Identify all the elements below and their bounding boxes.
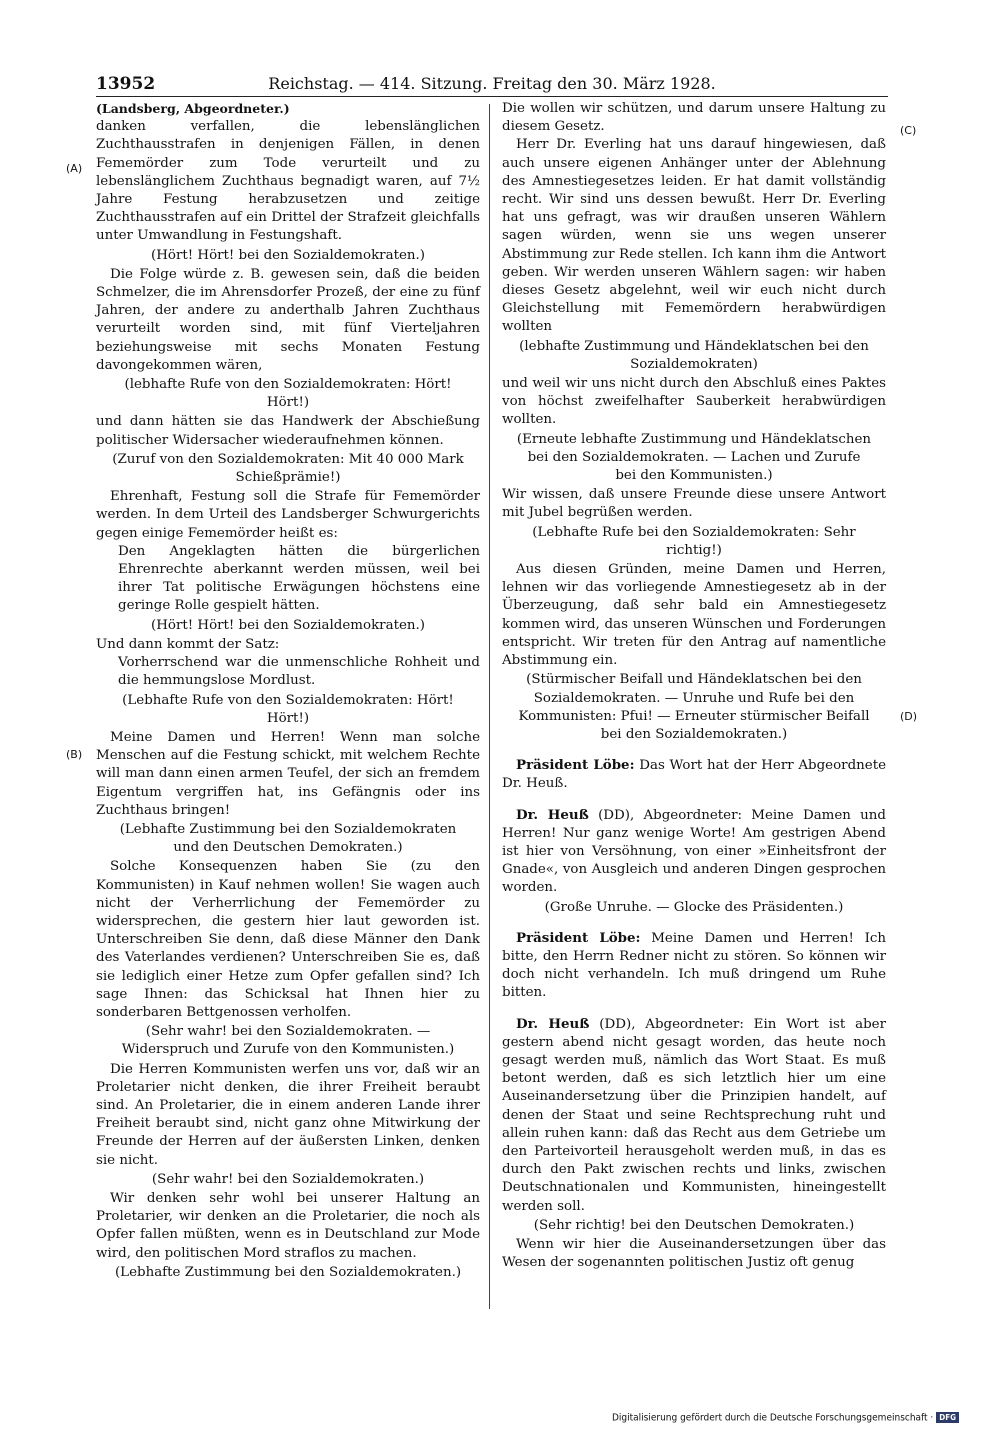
speaker-name: Präsident Löbe: — [516, 929, 641, 946]
header-rule — [96, 96, 888, 97]
speech-text: Das Wort hat der Herr Abgeordnete Dr. Heuß. — [502, 758, 886, 792]
speech — [502, 1015, 886, 1216]
margin-mark-d: (D) — [900, 710, 918, 723]
interjection: (Lebhafte Rufe von den Sozialdemokraten: Hört! Hört!) — [122, 692, 454, 726]
speech — [502, 756, 886, 793]
interjection: (Lebhafte Rufe bei den Sozialdemokraten: Sehr richtig!) — [532, 524, 856, 558]
paragraph: Die Herren Kommunisten werfen uns vor, daß wir an Proletarier nicht denken, die ihrer Freiheit beraubt sind. An Proletarier, die in einem anderen Lande ihrer Freiheit beraubt sind, nicht ganz ohne Mitwirkung der Freunde der Herren auf der äußersten Linken, denken sie nicht. — [96, 1061, 480, 1168]
quotation: Den Angeklagten hätten die bürgerlichen Ehrenrechte aberkannt werden müssen, weil bei ihrer Tat politische Erwägungen höchstens eine geringe Rolle gespielt hätten. — [118, 543, 480, 614]
interjection: (Hört! Hört! bei den Sozialdemokraten.) — [151, 247, 425, 263]
digitization-credit — [612, 1412, 968, 1426]
paragraph: Wir denken sehr wohl bei unserer Haltung an Proletarier, wir denken an die Proletarier, die noch als Opfer fallen müßten, wenn es in Deutschland zur Mode wird, den politischen Mord straflos zu machen. — [96, 1190, 480, 1261]
interjection: (Sehr richtig! bei den Deutschen Demokraten.) — [533, 1217, 855, 1233]
interjection: (lebhafte Rufe von den Sozialdemokraten: Hört! Hört!) — [124, 377, 452, 411]
paragraph: Meine Damen und Herren! Wenn man solche Menschen auf die Festung schickt, mit welchem Rechte will man dann einen armen Teufel, der sich an fremdem Eigentum vergriffen hat, ins Gefängnis oder ins Zuchthaus bringen! — [96, 729, 480, 818]
paragraph: Wir wissen, daß unsere Freunde diese unsere Antwort mit Jubel begrüßen werden. — [502, 487, 886, 521]
running-title: Reichstag. — 414. Sitzung. Freitag den 30. März 1928. — [268, 74, 716, 93]
paragraph: Wenn wir hier die Auseinandersetzungen über das Wesen der sogenannten politischen Justiz oft genug — [502, 1236, 886, 1271]
margin-mark-a: (A) — [66, 162, 83, 175]
paragraph: Solche Konsequenzen haben Sie (zu den Kommunisten) in Kauf nehmen wollen! Sie wagen auch nicht der Verherrlichung der Fememörder zu widersprechen, die gestern hier laut geworden ist. Unterschreiben Sie denn, daß diese Männer den Dank des Vaterlandes verdienen? Unterschreiben Sie es, daß sie lediglich einer Hetze zum Opfer gefallen sind? Ich sage Ihnen: das Schicksal hat Ihnen hier zu sonderbaren Bettgenossen verholfen. — [96, 859, 480, 1020]
interjection: (Sehr wahr! bei den Sozialdemokraten.) — [151, 1171, 425, 1187]
speech — [502, 806, 886, 898]
speaker-name: Präsident Löbe: — [516, 757, 635, 774]
interjection: (lebhafte Zustimmung und Händeklatschen bei den Sozialdemokraten) — [519, 338, 869, 372]
credit-text: Digitalisierung gefördert durch die Deutsche Forschungsgemeinschaft · — [612, 1412, 934, 1424]
interjection: (Große Unruhe. — Glocke des Präsidenten.) — [544, 899, 844, 915]
margin-mark-b: (B) — [66, 748, 83, 761]
quotation: Vorherrschend war die unmenschliche Rohheit und die hemmungslose Mordlust. — [118, 655, 480, 689]
paragraph: danken verfallen, die lebenslänglichen Zuchthausstrafen in denjenigen Fällen, in denen Fememörder zum Tode verurteilt und zu lebenslänglichem Zuchthaus begnadigt waren, auf 7½ Jahre Festung herabzusetzen und zeitige Zuchthausstrafen auf ein Drittel der Strafzeit gleichfalls unter Umwandlung in Festungshaft. — [96, 119, 480, 244]
page-header — [96, 74, 888, 94]
interjection: (Sehr wahr! bei den Sozialdemokraten. — Widerspruch und Zurufe von den Kommunisten.) — [121, 1024, 455, 1058]
speech-text: (DD), Abgeordneter: Meine Damen und Herren! Nur ganz wenige Worte! Am gestrigen Abend ist hier von Versöhnung, von einer »Einheitsfront der Gnade«, von Ausgleich und anderen Dingen gesprochen worden. — [502, 807, 886, 896]
speaker-name: Dr. Heuß — [516, 1015, 590, 1032]
paragraph: und dann hätten sie das Handwerk der Abschießung politischer Widersacher wiederaufnehmen können. — [96, 414, 480, 448]
speech-text: Meine Damen und Herren! Ich bitte, den Herrn Redner nicht zu stören. So können wir doch nicht verhandeln. Ich muß dringend um Ruhe bitten. — [502, 930, 886, 1001]
paragraph: Aus diesen Gründen, meine Damen und Herren, lehnen wir das vorliegende Amnestiegesetz ab in der Überzeugung, daß sehr bald ein Amnestiegesetz kommen wird, das unseren Wünschen und Forderungen entspricht. Wir treten für den Antrag auf namentliche Abstimmung ein. — [502, 562, 886, 669]
paragraph: und weil wir uns nicht durch den Abschluß eines Paktes von höchst zweifelhafter Sauberkeit herabwürdigen wollten. — [502, 376, 886, 428]
paragraph: Die wollen wir schützen, und darum unsere Haltung zu diesem Gesetz. — [502, 101, 886, 135]
interjection: (Lebhafte Zustimmung bei den Sozialdemokraten.) — [114, 1264, 462, 1280]
margin-mark-c: (C) — [900, 124, 917, 137]
interjection: (Stürmischer Beifall und Händeklatschen bei den Sozialdemokraten. — Unruhe und Rufe bei den Kommunisten: Pfui! — Erneuter stürmischer Beifall bei den Sozialdemokraten.) — [518, 672, 870, 742]
dfg-logo: DFG — [936, 1412, 959, 1423]
column-divider — [489, 104, 490, 1309]
paragraph: Ehrenhaft, Festung soll die Strafe für Fememörder werden. In dem Urteil des Landsberger Schwurgerichts gegen einige Fememörder heißt es: — [96, 489, 480, 541]
interjection: (Hört! Hört! bei den Sozialdemokraten.) — [151, 617, 425, 633]
paragraph: Herr Dr. Everling hat uns darauf hingewiesen, daß auch unsere eigenen Anhänger unter der Ablehnung des Amnestiegesetzes leiden. Er hat damit vollständig recht. Wir sind uns dessen bewußt. Herr Dr. Everling hat uns gefragt, was wir draußen unseren Wählern sagen würden, wenn sie uns wegen unserer Abstimmung zur Rede stellen. Ich kann ihm die Antwort geben. Wir werden unseren Wählern sagen: wir haben dieses Gesetz abgelehnt, weil wir euch nicht durch Gleichstellung mit Fememördern herabwürdigen wollten — [502, 137, 886, 335]
speaker-context: (Landsberg, Abgeordneter.) — [96, 101, 290, 116]
paragraph: Und dann kommt der Satz: — [96, 636, 280, 652]
interjection: (Erneute lebhafte Zustimmung und Händeklatschen bei den Sozialdemokraten. — Lachen und Zurufe bei den Kommunisten.) — [516, 431, 872, 484]
right-column — [502, 100, 886, 1272]
interjection: (Zuruf von den Sozialdemokraten: Mit 40 000 Mark Schießprämie!) — [112, 451, 464, 486]
paragraph: Die Folge würde z. B. gewesen sein, daß die beiden Schmelzer, die im Ahrensdorfer Prozeß, der eine zu fünf Jahren, der andere zu anderthalb Jahren Zuchthaus verurteilt worden sind, mit fünf Vierteljahren beziehungsweise mit sechs Monaten Festung davongekommen wären, — [96, 266, 480, 373]
interjection: (Lebhafte Zustimmung bei den Sozialdemokraten und den Deutschen Demokraten.) — [119, 821, 457, 856]
speech — [502, 929, 886, 1003]
page-number: 13952 — [96, 74, 156, 94]
speaker-name: Dr. Heuß — [516, 806, 589, 823]
speech-text: (DD), Abgeordneter: Ein Wort ist aber gestern abend nicht gesagt worden, das heute noch gesagt werden muß, nämlich das Wort Staat. Es muß betont werden, daß es sich letztlich hier um eine Auseinandersetzung über die Prinzipien handelt, auf denen der Staat und seine Rechtsprechung ruht und allein ruhen kann: daß das Recht aus dem Getriebe um den Parteivorteil herausgeholt werden muß, in das es durch den Pakt zwischen rechts und links, zwischen Deutschnationalen und Kommunisten, hineingestellt werden soll. — [502, 1016, 886, 1214]
left-column — [96, 100, 480, 1283]
